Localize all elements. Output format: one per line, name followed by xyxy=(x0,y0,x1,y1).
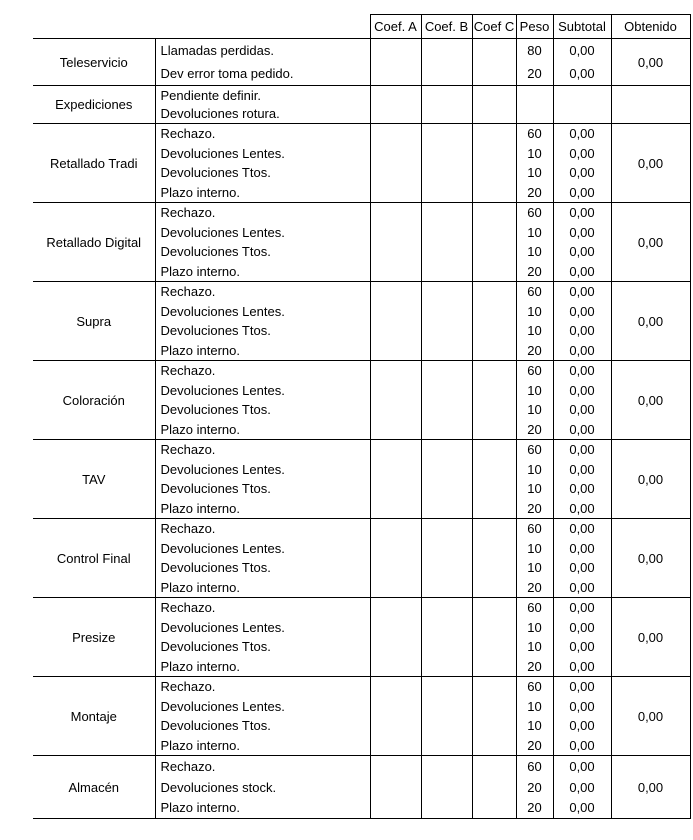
peso-cell: 10 xyxy=(516,479,553,499)
peso-cell: 10 xyxy=(516,242,553,262)
subtotal-cell: 0,00 xyxy=(553,440,611,460)
obtenido-cell xyxy=(611,86,690,124)
coef-b-cell xyxy=(421,361,472,381)
coef-c-cell xyxy=(472,105,516,124)
coef-b-cell xyxy=(421,696,472,716)
subtotal-cell: 0,00 xyxy=(553,262,611,282)
subtotal-cell: 0,00 xyxy=(553,321,611,341)
table-row xyxy=(33,440,690,460)
subtotal-cell: 0,00 xyxy=(553,798,611,819)
subtotal-cell: 0,00 xyxy=(553,637,611,657)
coef-b-cell xyxy=(421,321,472,341)
coef-c-cell xyxy=(472,301,516,321)
peso-cell: 80 xyxy=(516,39,553,63)
coef-c-cell xyxy=(472,696,516,716)
description-cell: Devoluciones Ttos. xyxy=(155,163,370,183)
peso-cell: 10 xyxy=(516,637,553,657)
coef-c-cell xyxy=(472,262,516,282)
coef-a-cell xyxy=(370,262,421,282)
coef-a-cell xyxy=(370,519,421,539)
section-name-cell: Montaje xyxy=(33,677,155,756)
section-name-cell: Almacén xyxy=(33,756,155,819)
coef-c-cell xyxy=(472,62,516,86)
description-cell: Devoluciones Ttos. xyxy=(155,637,370,657)
peso-cell: 60 xyxy=(516,440,553,460)
description-cell: Rechazo. xyxy=(155,361,370,381)
coef-b-cell xyxy=(421,262,472,282)
coef-a-cell xyxy=(370,657,421,677)
section-name-cell: Coloración xyxy=(33,361,155,440)
coef-b-cell xyxy=(421,716,472,736)
section-name-cell: Retallado Digital xyxy=(33,203,155,282)
subtotal-cell: 0,00 xyxy=(553,222,611,242)
peso-cell: 60 xyxy=(516,677,553,697)
obtenido-cell: 0,00 xyxy=(611,124,690,203)
coef-c-cell xyxy=(472,777,516,798)
coef-a-cell xyxy=(370,86,421,105)
coef-a-cell xyxy=(370,242,421,262)
table-row xyxy=(33,519,690,539)
description-cell: Plazo interno. xyxy=(155,736,370,756)
table-row xyxy=(33,124,690,144)
description-cell: Devoluciones Ttos. xyxy=(155,321,370,341)
description-cell: Llamadas perdidas. xyxy=(155,39,370,63)
subtotal-cell: 0,00 xyxy=(553,558,611,578)
peso-cell: 60 xyxy=(516,519,553,539)
subtotal-cell xyxy=(553,86,611,105)
description-cell: Plazo interno. xyxy=(155,657,370,677)
peso-cell: 20 xyxy=(516,183,553,203)
subtotal-cell: 0,00 xyxy=(553,62,611,86)
coef-b-cell xyxy=(421,578,472,598)
header-spacer xyxy=(33,15,370,39)
coef-c-cell xyxy=(472,657,516,677)
table-row xyxy=(33,86,690,105)
coef-b-cell xyxy=(421,380,472,400)
description-cell: Devoluciones Lentes. xyxy=(155,696,370,716)
scorecard-table xyxy=(33,14,691,819)
description-cell: Devoluciones Lentes. xyxy=(155,143,370,163)
description-cell: Plazo interno. xyxy=(155,578,370,598)
description-cell: Devoluciones Ttos. xyxy=(155,558,370,578)
peso-cell: 10 xyxy=(516,163,553,183)
subtotal-cell: 0,00 xyxy=(553,459,611,479)
coef-c-cell xyxy=(472,716,516,736)
obtenido-cell: 0,00 xyxy=(611,282,690,361)
coef-b-cell xyxy=(421,558,472,578)
peso-cell: 60 xyxy=(516,282,553,302)
coef-a-cell xyxy=(370,756,421,777)
coef-a-cell xyxy=(370,736,421,756)
peso-cell: 20 xyxy=(516,736,553,756)
description-cell: Devoluciones Lentes. xyxy=(155,617,370,637)
subtotal-cell: 0,00 xyxy=(553,519,611,539)
peso-cell: 10 xyxy=(516,301,553,321)
subtotal-cell: 0,00 xyxy=(553,499,611,519)
coef-a-cell xyxy=(370,361,421,381)
coef-a-cell xyxy=(370,341,421,361)
coef-a-cell xyxy=(370,440,421,460)
coef-b-cell xyxy=(421,538,472,558)
coef-c-cell xyxy=(472,400,516,420)
peso-cell: 20 xyxy=(516,420,553,440)
peso-cell: 10 xyxy=(516,617,553,637)
coef-a-cell xyxy=(370,479,421,499)
section-name-cell: TAV xyxy=(33,440,155,519)
coef-a-cell xyxy=(370,282,421,302)
peso-cell: 60 xyxy=(516,124,553,144)
subtotal-cell: 0,00 xyxy=(553,538,611,558)
coef-b-cell xyxy=(421,301,472,321)
peso-cell: 20 xyxy=(516,777,553,798)
coef-b-cell xyxy=(421,341,472,361)
coef-b-cell xyxy=(421,62,472,86)
obtenido-cell: 0,00 xyxy=(611,519,690,598)
table-row xyxy=(33,756,690,777)
peso-cell: 10 xyxy=(516,558,553,578)
description-cell: Plazo interno. xyxy=(155,420,370,440)
description-cell: Plazo interno. xyxy=(155,183,370,203)
subtotal-cell: 0,00 xyxy=(553,183,611,203)
section-name-cell: Retallado Tradi xyxy=(33,124,155,203)
coef-a-cell xyxy=(370,716,421,736)
subtotal-cell xyxy=(553,105,611,124)
peso-cell: 60 xyxy=(516,756,553,777)
coef-a-cell xyxy=(370,637,421,657)
coef-b-cell xyxy=(421,756,472,777)
subtotal-cell: 0,00 xyxy=(553,143,611,163)
section-name-cell: Teleservicio xyxy=(33,39,155,86)
peso-cell: 60 xyxy=(516,203,553,223)
column-header-obtenido: Obtenido xyxy=(611,15,690,39)
subtotal-cell: 0,00 xyxy=(553,242,611,262)
coef-a-cell xyxy=(370,301,421,321)
coef-a-cell xyxy=(370,143,421,163)
description-cell: Rechazo. xyxy=(155,282,370,302)
description-cell: Devoluciones stock. xyxy=(155,777,370,798)
column-header-coef-a: Coef. A xyxy=(370,15,421,39)
coef-a-cell xyxy=(370,677,421,697)
subtotal-cell: 0,00 xyxy=(553,341,611,361)
description-cell: Rechazo. xyxy=(155,598,370,618)
peso-cell: 20 xyxy=(516,657,553,677)
coef-a-cell xyxy=(370,39,421,63)
peso-cell: 20 xyxy=(516,262,553,282)
peso-cell: 10 xyxy=(516,400,553,420)
coef-c-cell xyxy=(472,183,516,203)
description-cell: Devoluciones Lentes. xyxy=(155,380,370,400)
coef-c-cell xyxy=(472,499,516,519)
coef-c-cell xyxy=(472,380,516,400)
section-name-cell: Expediciones xyxy=(33,86,155,124)
description-cell: Rechazo. xyxy=(155,124,370,144)
coef-b-cell xyxy=(421,124,472,144)
coef-b-cell xyxy=(421,420,472,440)
peso-cell: 20 xyxy=(516,499,553,519)
table-header xyxy=(33,15,690,39)
coef-a-cell xyxy=(370,777,421,798)
coef-b-cell xyxy=(421,677,472,697)
coef-c-cell xyxy=(472,578,516,598)
description-cell: Plazo interno. xyxy=(155,341,370,361)
coef-c-cell xyxy=(472,558,516,578)
coef-c-cell xyxy=(472,598,516,618)
table-row xyxy=(33,361,690,381)
coef-a-cell xyxy=(370,578,421,598)
coef-b-cell xyxy=(421,242,472,262)
coef-a-cell xyxy=(370,105,421,124)
description-cell: Devoluciones Ttos. xyxy=(155,479,370,499)
coef-c-cell xyxy=(472,124,516,144)
header-row xyxy=(33,15,690,39)
description-cell: Devoluciones Lentes. xyxy=(155,301,370,321)
peso-cell: 10 xyxy=(516,143,553,163)
description-cell: Rechazo. xyxy=(155,677,370,697)
subtotal-cell: 0,00 xyxy=(553,598,611,618)
obtenido-cell: 0,00 xyxy=(611,203,690,282)
section-name-cell: Presize xyxy=(33,598,155,677)
subtotal-cell: 0,00 xyxy=(553,361,611,381)
coef-a-cell xyxy=(370,696,421,716)
coef-b-cell xyxy=(421,777,472,798)
coef-c-cell xyxy=(472,282,516,302)
coef-b-cell xyxy=(421,598,472,618)
coef-a-cell xyxy=(370,400,421,420)
coef-b-cell xyxy=(421,798,472,819)
description-cell: Devoluciones Ttos. xyxy=(155,716,370,736)
coef-c-cell xyxy=(472,459,516,479)
peso-cell: 20 xyxy=(516,798,553,819)
coef-a-cell xyxy=(370,321,421,341)
coef-b-cell xyxy=(421,86,472,105)
coef-b-cell xyxy=(421,222,472,242)
coef-c-cell xyxy=(472,222,516,242)
description-cell: Plazo interno. xyxy=(155,499,370,519)
coef-c-cell xyxy=(472,39,516,63)
table-body xyxy=(33,39,690,819)
coef-b-cell xyxy=(421,479,472,499)
peso-cell: 10 xyxy=(516,321,553,341)
subtotal-cell: 0,00 xyxy=(553,380,611,400)
description-cell: Rechazo. xyxy=(155,519,370,539)
obtenido-cell: 0,00 xyxy=(611,756,690,819)
coef-c-cell xyxy=(472,420,516,440)
description-cell: Devoluciones Ttos. xyxy=(155,242,370,262)
obtenido-cell: 0,00 xyxy=(611,361,690,440)
coef-b-cell xyxy=(421,203,472,223)
description-cell: Devoluciones Lentes. xyxy=(155,222,370,242)
coef-a-cell xyxy=(370,538,421,558)
coef-c-cell xyxy=(472,203,516,223)
coef-b-cell xyxy=(421,459,472,479)
coef-b-cell xyxy=(421,440,472,460)
coef-b-cell xyxy=(421,617,472,637)
peso-cell: 10 xyxy=(516,696,553,716)
column-header-coef-b: Coef. B xyxy=(421,15,472,39)
coef-b-cell xyxy=(421,105,472,124)
coef-b-cell xyxy=(421,143,472,163)
coef-c-cell xyxy=(472,242,516,262)
subtotal-cell: 0,00 xyxy=(553,163,611,183)
coef-c-cell xyxy=(472,440,516,460)
peso-cell: 10 xyxy=(516,538,553,558)
coef-a-cell xyxy=(370,62,421,86)
coef-a-cell xyxy=(370,617,421,637)
description-cell: Devoluciones Lentes. xyxy=(155,459,370,479)
coef-c-cell xyxy=(472,677,516,697)
coef-c-cell xyxy=(472,479,516,499)
subtotal-cell: 0,00 xyxy=(553,657,611,677)
coef-b-cell xyxy=(421,183,472,203)
coef-b-cell xyxy=(421,637,472,657)
coef-c-cell xyxy=(472,361,516,381)
coef-c-cell xyxy=(472,798,516,819)
peso-cell: 10 xyxy=(516,459,553,479)
coef-a-cell xyxy=(370,183,421,203)
peso-cell: 60 xyxy=(516,361,553,381)
description-cell: Rechazo. xyxy=(155,756,370,777)
description-cell: Dev error toma pedido. xyxy=(155,62,370,86)
description-cell: Devoluciones rotura. xyxy=(155,105,370,124)
coef-a-cell xyxy=(370,598,421,618)
subtotal-cell: 0,00 xyxy=(553,777,611,798)
column-header-coef-c: Coef C xyxy=(472,15,516,39)
peso-cell xyxy=(516,86,553,105)
peso-cell: 20 xyxy=(516,578,553,598)
coef-b-cell xyxy=(421,736,472,756)
description-cell: Devoluciones Ttos. xyxy=(155,400,370,420)
description-cell: Devoluciones Lentes. xyxy=(155,538,370,558)
peso-cell: 10 xyxy=(516,716,553,736)
coef-a-cell xyxy=(370,124,421,144)
obtenido-cell: 0,00 xyxy=(611,440,690,519)
description-cell: Pendiente definir. xyxy=(155,86,370,105)
coef-a-cell xyxy=(370,222,421,242)
coef-c-cell xyxy=(472,637,516,657)
description-cell: Plazo interno. xyxy=(155,262,370,282)
subtotal-cell: 0,00 xyxy=(553,479,611,499)
obtenido-cell: 0,00 xyxy=(611,598,690,677)
table-row xyxy=(33,282,690,302)
description-cell: Plazo interno. xyxy=(155,798,370,819)
coef-c-cell xyxy=(472,756,516,777)
table-row xyxy=(33,677,690,697)
table-row xyxy=(33,598,690,618)
coef-a-cell xyxy=(370,420,421,440)
table-row xyxy=(33,203,690,223)
subtotal-cell: 0,00 xyxy=(553,400,611,420)
coef-c-cell xyxy=(472,321,516,341)
coef-a-cell xyxy=(370,459,421,479)
coef-c-cell xyxy=(472,538,516,558)
coef-c-cell xyxy=(472,163,516,183)
coef-c-cell xyxy=(472,736,516,756)
coef-a-cell xyxy=(370,499,421,519)
subtotal-cell: 0,00 xyxy=(553,124,611,144)
subtotal-cell: 0,00 xyxy=(553,282,611,302)
coef-a-cell xyxy=(370,380,421,400)
coef-a-cell xyxy=(370,798,421,819)
subtotal-cell: 0,00 xyxy=(553,736,611,756)
obtenido-cell: 0,00 xyxy=(611,677,690,756)
coef-b-cell xyxy=(421,282,472,302)
section-name-cell: Supra xyxy=(33,282,155,361)
section-name-cell: Control Final xyxy=(33,519,155,598)
coef-b-cell xyxy=(421,519,472,539)
description-cell: Rechazo. xyxy=(155,440,370,460)
coef-b-cell xyxy=(421,400,472,420)
subtotal-cell: 0,00 xyxy=(553,677,611,697)
peso-cell xyxy=(516,105,553,124)
column-header-subtotal: Subtotal xyxy=(553,15,611,39)
subtotal-cell: 0,00 xyxy=(553,39,611,63)
coef-c-cell xyxy=(472,143,516,163)
coef-a-cell xyxy=(370,203,421,223)
coef-a-cell xyxy=(370,558,421,578)
obtenido-cell: 0,00 xyxy=(611,39,690,86)
subtotal-cell: 0,00 xyxy=(553,203,611,223)
coef-c-cell xyxy=(472,519,516,539)
coef-b-cell xyxy=(421,499,472,519)
peso-cell: 20 xyxy=(516,341,553,361)
subtotal-cell: 0,00 xyxy=(553,301,611,321)
description-cell: Rechazo. xyxy=(155,203,370,223)
subtotal-cell: 0,00 xyxy=(553,578,611,598)
table-row xyxy=(33,39,690,63)
coef-b-cell xyxy=(421,163,472,183)
subtotal-cell: 0,00 xyxy=(553,617,611,637)
coef-b-cell xyxy=(421,39,472,63)
subtotal-cell: 0,00 xyxy=(553,696,611,716)
column-header-peso: Peso xyxy=(516,15,553,39)
coef-c-cell xyxy=(472,341,516,361)
peso-cell: 60 xyxy=(516,598,553,618)
coef-b-cell xyxy=(421,657,472,677)
peso-cell: 10 xyxy=(516,380,553,400)
coef-c-cell xyxy=(472,617,516,637)
coef-c-cell xyxy=(472,86,516,105)
subtotal-cell: 0,00 xyxy=(553,420,611,440)
peso-cell: 20 xyxy=(516,62,553,86)
subtotal-cell: 0,00 xyxy=(553,716,611,736)
subtotal-cell: 0,00 xyxy=(553,756,611,777)
peso-cell: 10 xyxy=(516,222,553,242)
coef-a-cell xyxy=(370,163,421,183)
